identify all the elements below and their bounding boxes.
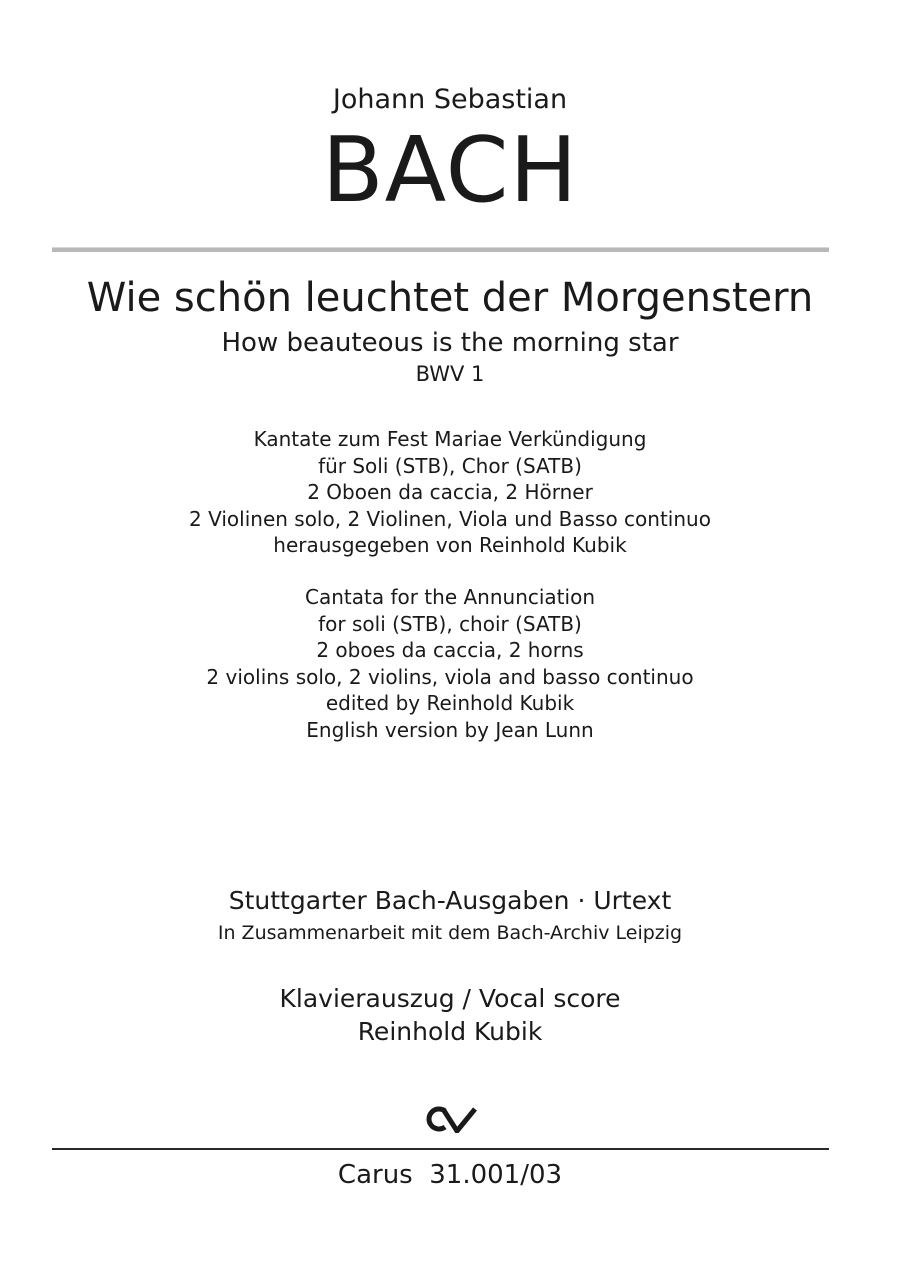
series-subtitle: In Zusammenarbeit mit dem Bach-Archiv Leipzig <box>217 922 683 944</box>
description-line: English version by Jean Lunn <box>306 717 594 742</box>
description-german <box>0 426 900 559</box>
description-line: 2 violins solo, 2 violins, viola and basso continuo <box>206 664 694 689</box>
top-divider <box>52 247 829 252</box>
description-line: 2 Violinen solo, 2 Violinen, Viola und Basso continuo <box>189 506 711 531</box>
composer-last-name: BACH <box>321 118 579 223</box>
title-german: Wie schön leuchtet der Morgenstern <box>86 275 814 321</box>
description-line: Kantate zum Fest Mariae Verkündigung <box>253 427 647 451</box>
description-line: 2 Oboen da caccia, 2 Hörner <box>307 480 593 504</box>
score-type: Klavierauszug / Vocal score <box>279 984 621 1013</box>
composer-first-names: Johann Sebastian <box>332 84 568 115</box>
score-arranger: Reinhold Kubik <box>357 1017 543 1046</box>
bwv-number: BWV 1 <box>415 362 485 386</box>
description-line: für Soli (STB), Chor (SATB) <box>318 453 582 478</box>
description-english <box>0 584 900 743</box>
description-line: 2 oboes da caccia, 2 horns <box>316 638 584 662</box>
catalog-number: Carus 31.001/03 <box>337 1160 563 1190</box>
title-english: How beauteous is the morning star <box>221 328 679 358</box>
bottom-divider <box>52 1148 829 1150</box>
carus-logo-icon <box>423 1105 479 1133</box>
description-line: edited by Reinhold Kubik <box>325 691 575 715</box>
score-info <box>0 982 900 1048</box>
description-line: herausgegeben von Reinhold Kubik <box>273 533 627 557</box>
description-line: for soli (STB), choir (SATB) <box>318 611 582 636</box>
series-title: Stuttgarter Bach-Ausgaben · Urtext <box>228 886 672 915</box>
description-line: Cantata for the Annunciation <box>305 585 595 609</box>
